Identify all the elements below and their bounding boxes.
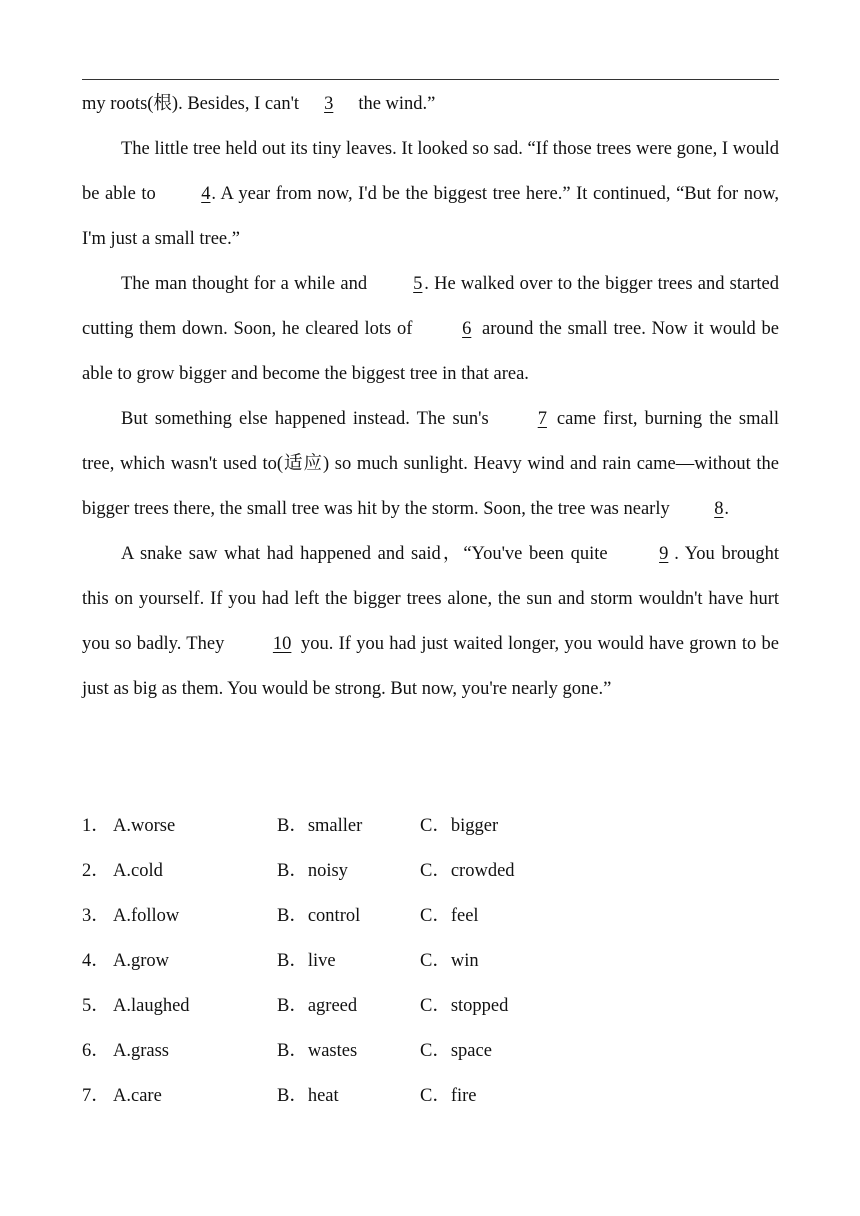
- option-row-4: [82, 939, 779, 984]
- header-rule: [82, 79, 779, 80]
- option-row-1: [82, 804, 779, 849]
- question-number: 2．: [82, 861, 110, 881]
- paragraph-4: [82, 397, 779, 532]
- option-a: A.care: [113, 1086, 162, 1106]
- text-run: But something else happened instead. The sun's: [121, 409, 496, 429]
- option-row-2: [82, 849, 779, 894]
- blank-3: 3: [324, 94, 334, 114]
- option-row-3: [82, 894, 779, 939]
- paragraph-2: [82, 127, 779, 262]
- option-a: A.grow: [113, 951, 170, 971]
- option-a: A.grass: [113, 1041, 170, 1061]
- option-b: B．smaller: [277, 816, 363, 836]
- option-row-7: [82, 1074, 779, 1119]
- option-c: C．feel: [420, 906, 479, 926]
- blank-7: 7: [537, 409, 547, 429]
- text-run: around the small tree. Now it would be able to grow bigger and become the biggest tree in that area.: [82, 319, 779, 384]
- question-number: 1．: [82, 816, 110, 836]
- text-run: The man thought for a while and: [121, 274, 373, 294]
- option-c: C．space: [420, 1041, 492, 1061]
- option-b: B．wastes: [277, 1041, 358, 1061]
- text-run: you. If you had just waited longer, you would have grown to be just as big as them. You would be strong. But now, you're nearly gone.”: [82, 634, 780, 699]
- question-number: 6．: [82, 1041, 110, 1061]
- option-b: B．noisy: [277, 861, 348, 881]
- blank-9: 9: [659, 544, 669, 564]
- passage: [82, 82, 779, 712]
- blank-4: 4: [201, 184, 211, 204]
- text-run: . A year from now, I'd be the biggest tree here.” It continued, “But for now, I'm just a small tree.”: [82, 184, 779, 249]
- option-b: B．agreed: [277, 996, 358, 1016]
- text-run: .: [724, 499, 729, 519]
- blank-8: 8: [714, 499, 724, 519]
- option-a: A.follow: [113, 906, 180, 926]
- option-b: B．control: [277, 906, 361, 926]
- option-b: B．heat: [277, 1086, 339, 1106]
- option-c: C．bigger: [420, 816, 499, 836]
- question-number: 7．: [82, 1086, 110, 1106]
- blank-10: 10: [272, 634, 292, 654]
- option-row-5: [82, 984, 779, 1029]
- text-run: the wind.”: [353, 94, 436, 114]
- text-run: A snake saw what had happened and said，“You've been quite: [121, 544, 615, 564]
- answer-options: [82, 804, 779, 1119]
- option-c: C．win: [420, 951, 479, 971]
- text-run: The little tree held out its tiny leaves. It looked so sad. “If those trees were gone, I would be able to: [82, 139, 779, 204]
- paragraph-3: [82, 262, 779, 397]
- option-a: A.worse: [113, 816, 176, 836]
- option-b: B．live: [277, 951, 336, 971]
- option-a: A.laughed: [113, 996, 190, 1016]
- text-run: . You brought this on yourself. If you had left the bigger trees alone, the sun and storm wouldn't have hurt you so badly. They: [82, 544, 780, 654]
- text-run: came first, burning the small tree, which wasn't used to(适应) so much sunlight. Heavy wind and rain came—without the bigger trees there, the small tree was hit by the storm. Soon, the tree was nearly: [82, 409, 779, 519]
- question-number: 4．: [82, 951, 110, 971]
- option-a: A.cold: [113, 861, 163, 881]
- question-number: 5．: [82, 996, 110, 1016]
- blank-6: 6: [462, 319, 472, 339]
- option-c: C．fire: [420, 1086, 477, 1106]
- text-run: . He walked over to the bigger trees and started cutting them down. Soon, he cleared lots of: [82, 274, 779, 339]
- text-run: my roots(根). Besides, I can't: [82, 94, 304, 114]
- paragraph-1: [82, 82, 779, 127]
- option-c: C．crowded: [420, 861, 515, 881]
- option-c: C．stopped: [420, 996, 509, 1016]
- question-number: 3．: [82, 906, 110, 926]
- option-row-6: [82, 1029, 779, 1074]
- paragraph-5: [82, 532, 779, 712]
- blank-5: 5: [413, 274, 423, 294]
